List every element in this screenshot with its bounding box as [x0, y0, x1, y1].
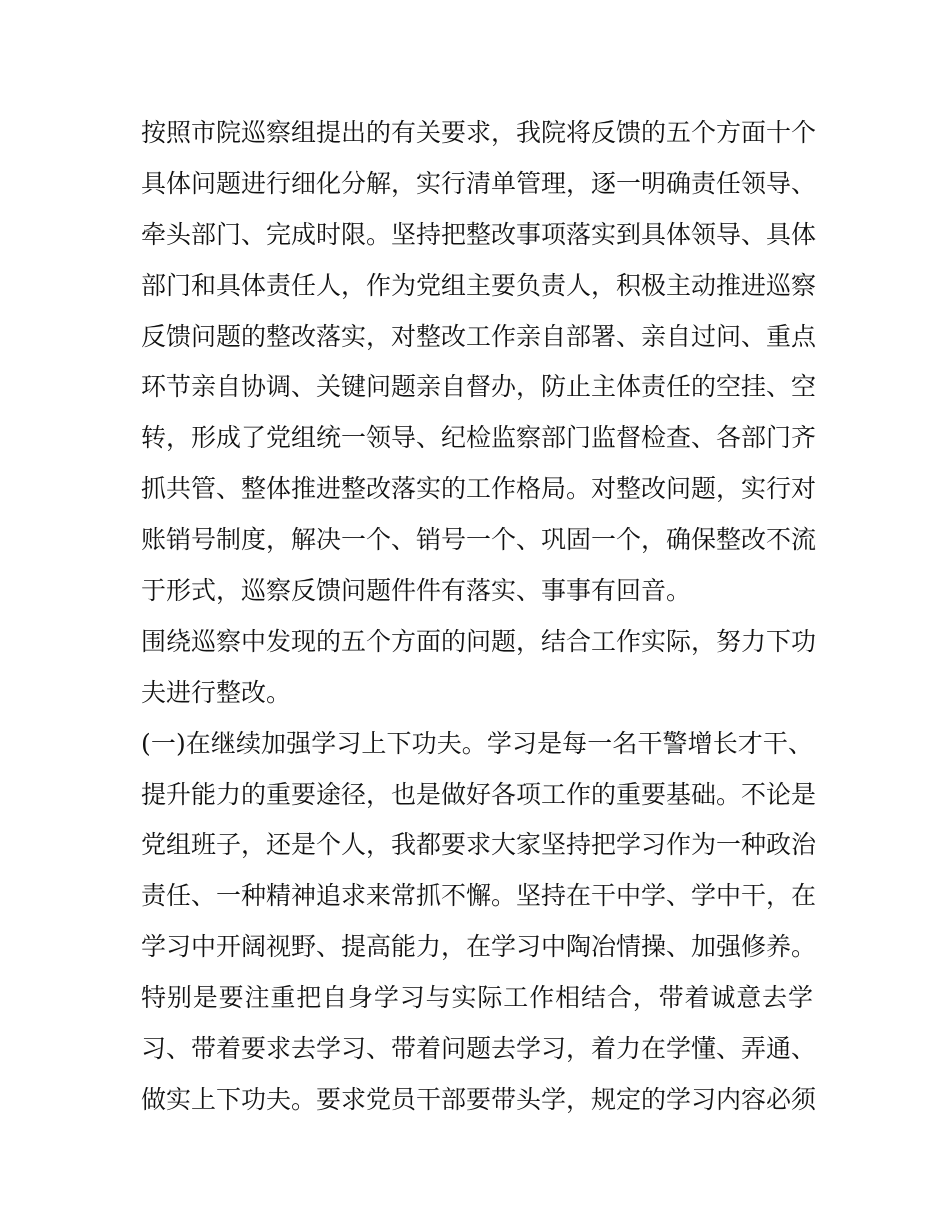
paragraph-3-line-6: 特别是要注重把自身学习与实际工作相结合，带着诚意去学 — [141, 983, 813, 1013]
paragraph-1-line-8: 抓共管、整体推进整改落实的工作格局。对整改问题，实行对 — [141, 474, 817, 504]
paragraph-2-line-2: 夫进行整改。 — [141, 677, 292, 707]
paragraph-3-line-2: 提升能力的重要途径，也是做好各项工作的重要基础。不论是 — [141, 779, 817, 809]
paragraph-3-line-4: 责任、一种精神追求来常抓不懈。坚持在干中学、学中干，在 — [141, 881, 817, 911]
paragraph-3-line-8: 做实上下功夫。要求党员干部要带头学，规定的学习内容必须 — [141, 1084, 817, 1114]
paragraph-1-line-9: 账销号制度，解决一个、销号一个、巩固一个，确保整改不流 — [141, 525, 817, 555]
paragraph-1-line-7: 转，形成了党组统一领导、纪检监察部门监督检查、各部门齐 — [141, 423, 817, 453]
paragraph-2-line-1: 围绕巡察中发现的五个方面的问题，结合工作实际，努力下功 — [141, 626, 817, 656]
paragraph-1-line-2: 具体问题进行细化分解，实行清单管理，逐一明确责任领导、 — [141, 168, 817, 198]
paragraph-3-line-5: 学习中开阔视野、提高能力，在学习中陶冶情操、加强修养。 — [141, 932, 817, 962]
paragraph-1-line-3: 牵头部门、完成时限。坚持把整改事项落实到具体领导、具体 — [141, 219, 817, 249]
document-body — [141, 108, 817, 1126]
paragraph-1-line-4: 部门和具体责任人，作为党组主要负责人，积极主动推进巡察 — [141, 270, 817, 300]
paragraph-3-line-1: (一)在继续加强学习上下功夫。学习是每一名干警增长才干、 — [141, 728, 813, 758]
paragraph-1-line-5: 反馈问题的整改落实，对整改工作亲自部署、亲自过问、重点 — [141, 321, 817, 351]
paragraph-1-line-10: 于形式，巡察反馈问题件件有落实、事事有回音。 — [141, 576, 692, 606]
paragraph-1-line-1: 按照市院巡察组提出的有关要求，我院将反馈的五个方面十个 — [141, 118, 817, 147]
paragraph-3-line-3: 党组班子，还是个人，我都要求大家坚持把学习作为一种政治 — [141, 830, 817, 860]
paragraph-3-line-7: 习、带着要求去学习、带着问题去学习，着力在学懂、弄通、 — [141, 1034, 817, 1064]
paragraph-1-line-6: 环节亲自协调、关键问题亲自督办，防止主体责任的空挂、空 — [141, 372, 817, 402]
